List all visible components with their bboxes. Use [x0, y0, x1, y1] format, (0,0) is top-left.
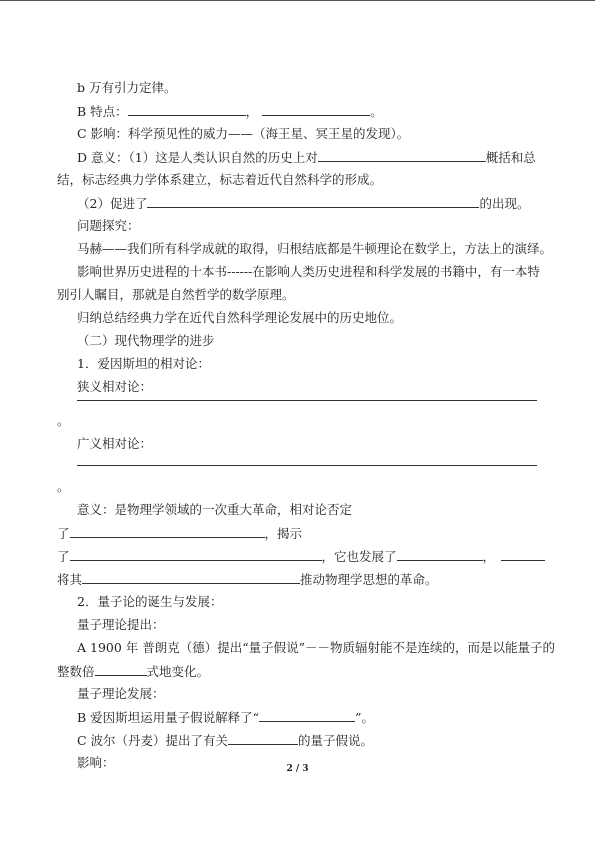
text-line: 。: [57, 479, 70, 494]
text-line: D 意义：（1）这是人类认识自然的历史上对 概括和总: [77, 150, 536, 165]
text-line: 归纳总结经典力学在近代自然科学理论发展中的历史地位。: [77, 310, 403, 325]
fill-blank[interactable]: [70, 525, 265, 538]
text-line: 整数倍 式地变化。: [57, 664, 210, 679]
text-line: 影响世界历史进程的十本书------在影响人类历史进程和科学发展的书籍中，有一本特: [77, 264, 540, 279]
fill-blank[interactable]: [95, 663, 147, 676]
page-number: 2 / 3: [286, 764, 309, 774]
text-line: 将其 推动物理学思想的革命。: [57, 572, 438, 587]
text-line: 狭义相对论：: [77, 379, 153, 394]
text-line: C 影响：科学预见性的威力——（海王星、冥王星的发现）。: [77, 126, 410, 141]
text-line: 2．量子论的诞生与发展：: [77, 594, 223, 609]
text-line: 。: [57, 413, 70, 428]
text-line: 问题探究：: [77, 218, 140, 233]
text-line: b 万有引力定律。: [77, 80, 177, 95]
text-line: C 波尔（丹麦）提出了有关 的量子假说。: [77, 733, 374, 748]
answer-rule[interactable]: [77, 465, 537, 466]
fill-blank[interactable]: [128, 103, 246, 116]
text-line: B 爱因斯坦运用量子假说解释了“ ”。: [77, 710, 374, 725]
fill-blank[interactable]: [259, 709, 355, 722]
text-line: 量子理论提出：: [77, 617, 165, 632]
page-top-border: [0, 0, 595, 1]
text-line: 广义相对论：: [77, 436, 153, 451]
text-line: 结，标志经典力学体系建立，标志着近代自然科学的形成。: [57, 172, 383, 187]
text-line: 了 ，它也发展了 ，: [57, 548, 545, 565]
text-line: 马赫——我们所有科学成就的取得，归根结底都是牛顿理论在数学上，方法上的演绎。: [77, 241, 553, 256]
fill-blank[interactable]: [318, 149, 486, 162]
text-line: A 1900 年 普朗克（德）提出“量子假说”－－物质辐射能不是连续的，而是以能量子的: [77, 640, 556, 655]
fill-blank[interactable]: [501, 548, 545, 561]
text-line: B 特点： ， 。: [77, 104, 383, 119]
fill-blank[interactable]: [228, 732, 298, 745]
fill-blank[interactable]: [147, 195, 479, 208]
text-line: （2）促进了 的出现。: [77, 196, 530, 211]
fill-blank[interactable]: [397, 548, 483, 561]
text-line: 量子理论发展：: [77, 686, 165, 701]
fill-blank[interactable]: [82, 571, 300, 584]
section-heading: （二）现代物理学的进步: [77, 333, 215, 348]
text-line: 影响：: [77, 755, 115, 770]
fill-blank[interactable]: [70, 548, 322, 561]
answer-rule[interactable]: [77, 400, 537, 401]
text-line: 了 ，揭示: [57, 526, 303, 541]
text-line: 意义：是物理学领域的一次重大革命，相对论否定: [77, 502, 353, 517]
text-line: 1．爱因斯坦的相对论：: [77, 356, 210, 371]
fill-blank[interactable]: [262, 103, 370, 116]
text-line: 别引人瞩目，那就是自然哲学的数学原理。: [57, 287, 295, 302]
